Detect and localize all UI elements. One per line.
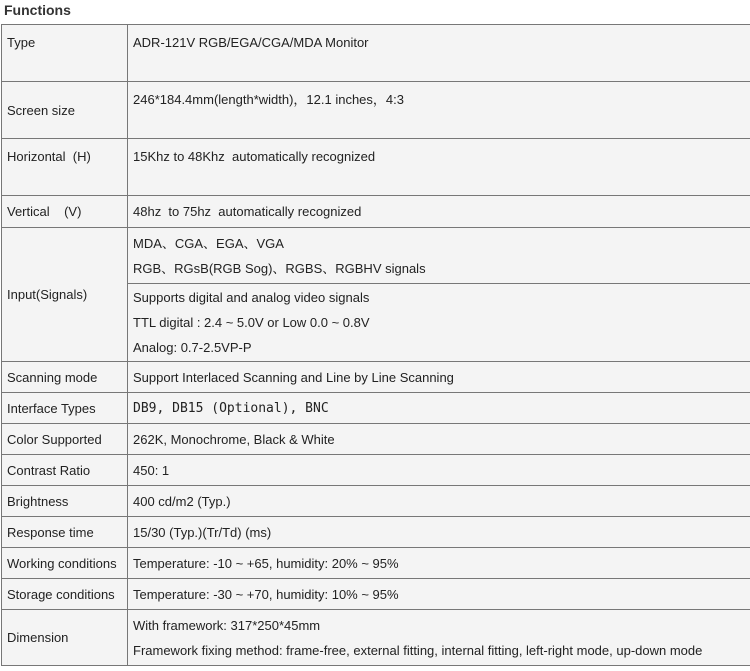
section-heading: Functions: [4, 2, 71, 18]
table-row: [2, 25, 750, 82]
table-row: [2, 139, 750, 196]
row-value-working-conditions: Temperature: -10 ~ +65, humidity: 20% ~ 95%: [128, 548, 750, 579]
row-value-dimension: [128, 610, 750, 666]
row-value-screen-size: 246*184.4mm(length*width)，12.1 inches，4:3: [128, 82, 750, 139]
table-row: [2, 228, 750, 284]
row-label-color-supported: Color Supported: [2, 424, 128, 455]
table-row: [2, 455, 750, 486]
row-label-contrast-ratio: Contrast Ratio: [2, 455, 128, 486]
row-value-input-levels: [128, 284, 750, 362]
table-row: [2, 362, 750, 393]
table-row: [2, 196, 750, 228]
row-label-screen-size: Screen size: [2, 82, 128, 139]
row-value-brightness: 400 cd/m2 (Typ.): [128, 486, 750, 517]
row-label-scanning-mode: Scanning mode: [2, 362, 128, 393]
table-row: [2, 579, 750, 610]
input-support-line: Supports digital and analog video signals: [133, 290, 370, 305]
specs-table: [1, 24, 750, 666]
dimension-framework-line: With framework: 317*250*45mm: [133, 617, 321, 633]
row-value-interface-types: DB9, DB15 (Optional), BNC: [128, 393, 750, 424]
table-row: [2, 517, 750, 548]
row-label-dimension: Dimension: [2, 610, 128, 666]
input-analog-line: Analog: 0.7-2.5VP-P: [133, 340, 252, 355]
row-label-response-time: Response time: [2, 517, 128, 548]
row-label-brightness: Brightness: [2, 486, 128, 517]
dimension-fixing-line: Framework fixing method: frame-free, external fitting, internal fitting, left-right mode, up-down mode: [133, 642, 703, 658]
row-label-vertical: Vertical (V): [2, 196, 128, 228]
table-row: [2, 424, 750, 455]
row-label-input-signals: Input(Signals): [2, 228, 128, 362]
row-label-type: Type: [2, 25, 128, 82]
table-row: [2, 393, 750, 424]
row-value-contrast-ratio: 450: 1: [128, 455, 750, 486]
row-value-response-time: 15/30 (Typ.)(Tr/Td) (ms): [128, 517, 750, 548]
row-value-storage-conditions: Temperature: -30 ~ +70, humidity: 10% ~ 95%: [128, 579, 750, 610]
row-value-scanning-mode: Support Interlaced Scanning and Line by Line Scanning: [128, 362, 750, 393]
table-row: [2, 548, 750, 579]
input-standards-line: MDA、CGA、EGA、VGA: [133, 235, 284, 251]
table-row: [2, 610, 750, 666]
row-label-horizontal: Horizontal (H): [2, 139, 128, 196]
row-label-working-conditions: Working conditions: [2, 548, 128, 579]
row-value-input-standards: [128, 228, 750, 284]
row-value-vertical: 48hz to 75hz automatically recognized: [128, 196, 750, 228]
row-value-color-supported: 262K, Monochrome, Black & White: [128, 424, 750, 455]
row-label-interface-types: Interface Types: [2, 393, 128, 424]
row-value-horizontal: 15Khz to 48Khz automatically recognized: [128, 139, 750, 196]
input-signals-line: RGB、RGsB(RGB Sog)、RGBS、RGBHV signals: [133, 260, 426, 276]
input-ttl-line: TTL digital : 2.4 ~ 5.0V or Low 0.0 ~ 0.8V: [133, 315, 370, 330]
row-value-type: ADR-121V RGB/EGA/CGA/MDA Monitor: [128, 25, 750, 82]
table-row: [2, 486, 750, 517]
table-row: [2, 82, 750, 139]
row-label-storage-conditions: Storage conditions: [2, 579, 128, 610]
